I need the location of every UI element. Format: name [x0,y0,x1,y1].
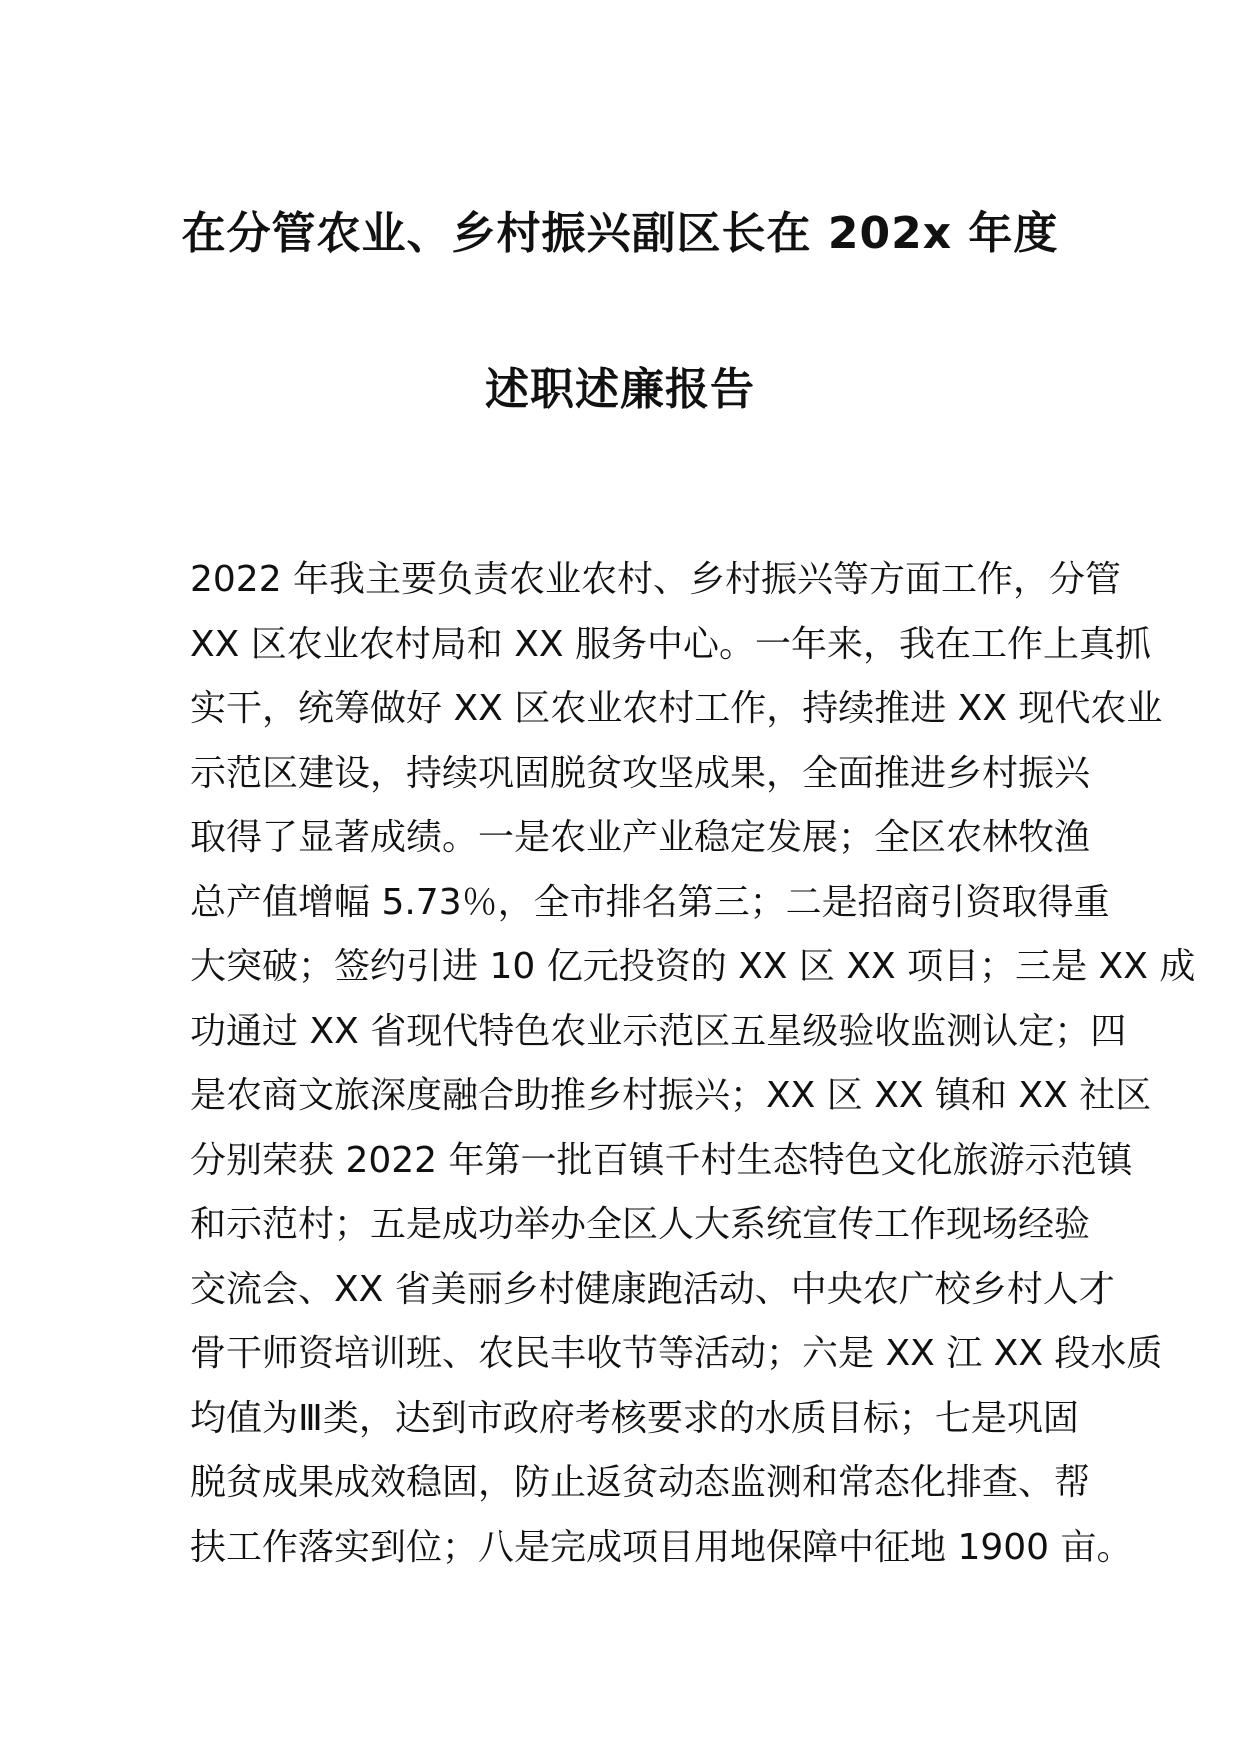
paragraph-line: 均值为Ⅲ类，达到市政府考核要求的水质目标；七是巩固 [190,1397,1079,1439]
paragraph-line: 骨干师资培训班、农民丰收节等活动；六是 XX 江 XX 段水质 [190,1333,1163,1374]
paragraph-line: 2022 年我主要负责农业农村、乡村振兴等方面工作，分管 [190,559,1122,600]
document-title-line-1: 在分管农业、乡村振兴副区长在 202x 年度 [181,208,1059,259]
paragraph-line: XX 区农业农村局和 XX 服务中心。一年来，我在工作上真抓 [190,623,1151,665]
paragraph-line: 取得了显著成绩。一是农业产业稳定发展；全区农林牧渔 [190,817,1091,858]
paragraph-line: 功通过 XX 省现代特色农业示范区五星级验收监测认定；四 [190,1010,1127,1052]
document-title-line-2: 述职述廉报告 [485,364,755,415]
paragraph-line: 和示范村；五是成功举办全区人大系统宣传工作现场经验 [190,1204,1091,1245]
paragraph-line: 扶工作落实到位；八是完成项目用地保障中征地 1900 亩。 [190,1526,1133,1568]
paragraph-line: 是农商文旅深度融合助推乡村振兴；XX 区 XX 镇和 XX 社区 [190,1075,1152,1116]
paragraph-line: 交流会、XX 省美丽乡村健康跑活动、中央农广校乡村人才 [190,1268,1115,1310]
paragraph-line: 分别荣获 2022 年第一批百镇千村生态特色文化旅游示范镇 [190,1139,1133,1181]
paragraph-line: 实干，统筹做好 XX 区农业农村工作，持续推进 XX 现代农业 [190,688,1163,729]
paragraph-line: 示范区建设，持续巩固脱贫攻坚成果，全面推进乡村振兴 [190,752,1091,794]
document-body-paragraph [190,548,1196,1580]
paragraph-line: 大突破；签约引进 10 亿元投资的 XX 区 XX 项目；三是 XX 成 [190,946,1196,987]
paragraph-line: 脱贫成果成效稳固，防止返贫动态监测和常态化排查、帮 [190,1462,1091,1503]
paragraph-line: 总产值增幅 5.73％，全市排名第三；二是招商引资取得重 [190,881,1110,923]
